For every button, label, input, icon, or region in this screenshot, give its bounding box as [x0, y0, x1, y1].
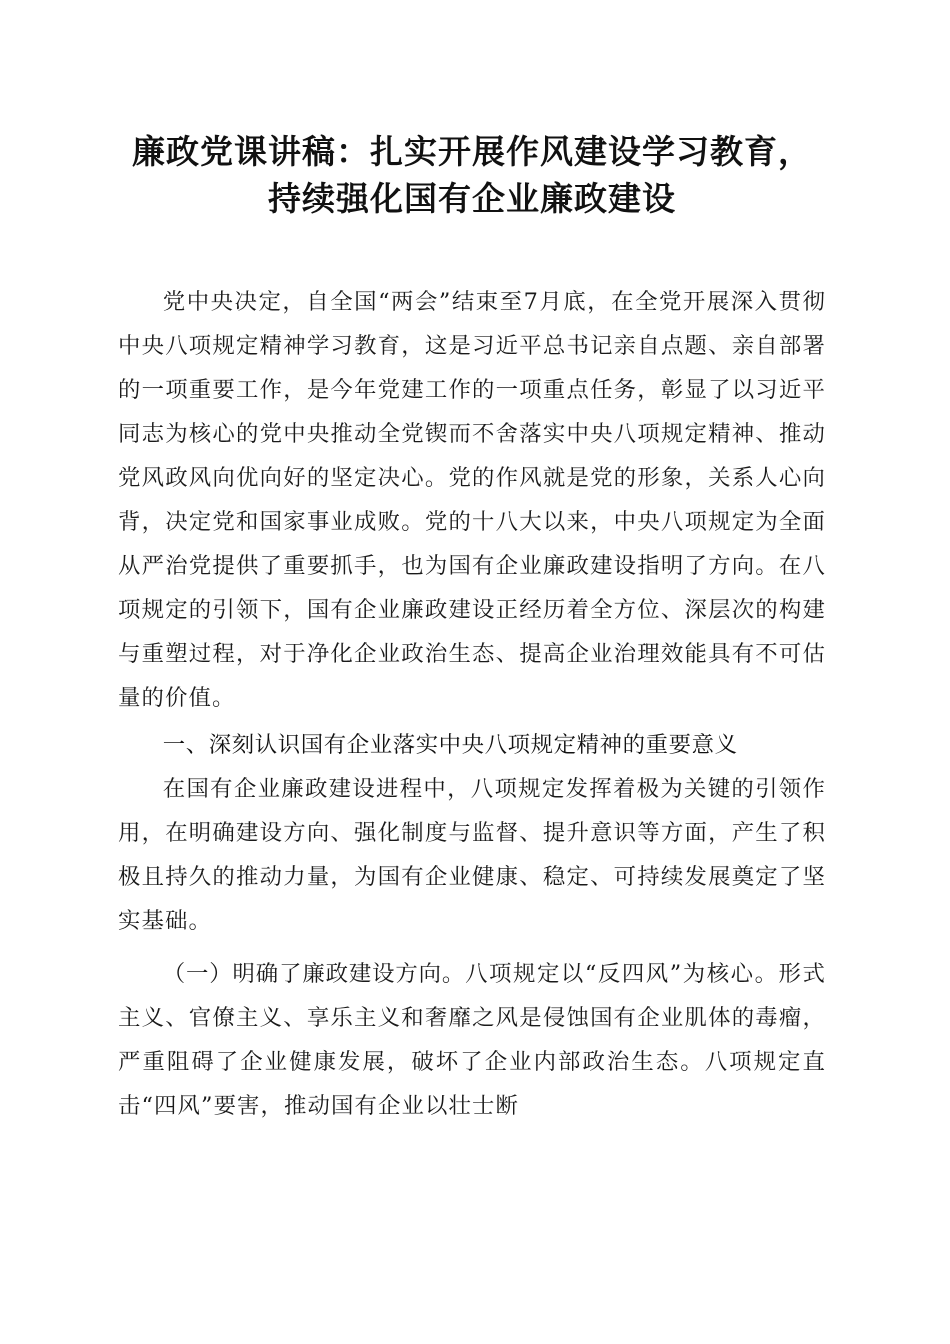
subsection-1-heading: （一）明确了廉政建设方向。: [162, 961, 466, 987]
title-line-2: 持续强化国有企业廉政建设: [268, 179, 676, 218]
document-title: [118, 128, 826, 222]
section-1-intro-paragraph: 在国有企业廉政建设进程中，八项规定发挥着极为关键的引领作用，在明确建设方向、强化制度与监督、提升意识等方面，产生了积极且持久的推动力量，为国有企业健康、稳定、可持续发展奠定了坚实基础。: [118, 776, 826, 934]
document-body: [118, 280, 826, 1128]
intro-paragraph: 党中央决定，自全国“两会”结束至7月底，在全党开展深入贯彻中央八项规定精神学习教育，这是习近平总书记亲自点题、亲自部署的一项重要工作，是今年党建工作的一项重点任务，彰显了以习近平同志为核心的党中央推动全党锲而不舍落实中央八项规定精神、推动党风政风向优向好的坚定决心。党的作风就是党的形象，关系人心向背，决定党和国家事业成败。党的十八大以来，中央八项规定为全面从严治党提供了重要抓手，也为国有企业廉政建设指明了方向。在八项规定的引领下，国有企业廉政建设正经历着全方位、深层次的构建与重塑过程，对于净化企业政治生态、提高企业治理效能具有不可估量的价值。: [118, 289, 826, 711]
title-line-1: 廉政党课讲稿：扎实开展作风建设学习教育，: [132, 132, 812, 171]
subsection-1-text: 八项规定以“反四风”为核心。形式主义、官僚主义、享乐主义和奢靡之风是侵蚀国有企业肌体的毒瘤，严重阻碍了企业健康发展，破坏了企业内部政治生态。八项规定直击“四风”要害，推动国有企业以壮士断: [118, 961, 826, 1119]
document-page: [118, 128, 826, 1128]
section-1-heading: 一、深刻认识国有企业落实中央八项规定精神的重要意义: [162, 732, 738, 758]
subsection-1-paragraph: [118, 952, 826, 1128]
